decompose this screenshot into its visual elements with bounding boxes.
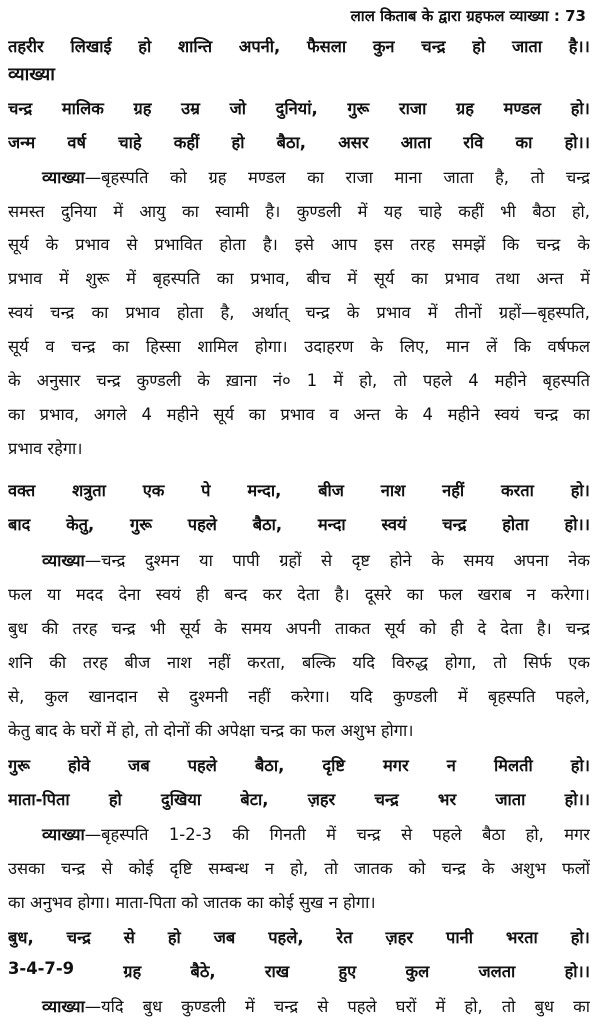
explanation-line: समस्त दुनिया में आयु का स्वामी है। कुण्डली में यह चाहे कहीं भी बैठा हो,	[8, 202, 590, 221]
verse-word: चन्द्र	[442, 515, 467, 534]
verse-word: दृष्टि	[322, 756, 345, 775]
verse-word: न	[446, 756, 456, 775]
verse-word: रवि	[463, 133, 484, 152]
verse-word: भरता	[505, 928, 538, 947]
verse-word: जब	[128, 756, 150, 775]
verse-word: बेटा,	[240, 790, 269, 809]
verse-word: मन्दा,	[247, 481, 282, 500]
verse-word: बाद	[8, 515, 31, 534]
explanation-line: व्याख्या—यदि बुध कुण्डली में चन्द्र से पहले घरों में हो, तो बुध का	[42, 997, 590, 1016]
explanation-line: व्याख्या—चन्द्र दुश्मन या पापी ग्रहों से दृष्ट होने के समय अपना नेक	[42, 551, 590, 570]
verse-word: मन्दा	[317, 515, 346, 534]
verse-line	[8, 478, 590, 501]
verse-word: जाता	[495, 790, 526, 809]
verse-word: तहरीर	[8, 37, 44, 56]
verse-word: नाश	[380, 481, 406, 500]
verse-word: भर	[437, 790, 457, 809]
verse-word: राजा	[398, 99, 427, 118]
explanation-label: व्याख्या	[42, 825, 85, 844]
verse-word: जो	[229, 99, 246, 118]
explanation-line: का प्रभाव, अगले 4 महीने सूर्य का प्रभाव व अन्त के 4 महीने स्वयं चन्द्र का	[8, 405, 590, 424]
verse-line	[8, 96, 590, 119]
verse-word: हो।।	[564, 790, 590, 809]
verse-word: बैठा,	[252, 515, 283, 534]
verse-word: मगर	[382, 756, 409, 775]
verse-word: हुए	[338, 962, 357, 981]
verse-word: चन्द्र	[66, 928, 91, 947]
verse-word: हो।	[570, 928, 590, 947]
verse-word: कुल	[405, 962, 430, 981]
verse-word: स्वयं	[381, 515, 407, 534]
verse-word: हो।।	[564, 962, 590, 981]
section-heading: व्याख्या	[8, 64, 55, 85]
verse-word: ग्रह	[123, 962, 142, 981]
verse-line	[8, 130, 590, 153]
explanation-label: व्याख्या	[42, 551, 85, 570]
verse-word: पहले	[187, 515, 217, 534]
explanation-line: प्रभाव में शुरू में बृहस्पति का प्रभाव, बीच में सूर्य का प्रभाव तथा अन्त में	[8, 269, 590, 288]
verse-word: लिखाई	[70, 37, 112, 56]
verse-line	[8, 959, 590, 982]
verse-word: बैठा,	[254, 756, 285, 775]
verse-word: हो।	[570, 99, 590, 118]
verse-word: ज़हर	[385, 928, 414, 947]
verse-word: जलता	[478, 962, 516, 981]
verse-word: होता	[502, 515, 529, 534]
explanation-line: उसका चन्द्र से कोई दृष्टि सम्बन्ध न हो, तो जातक को चन्द्र के अशुभ फलों	[8, 859, 590, 878]
verse-word: हो।।	[564, 515, 590, 534]
verse-word: मिलती	[493, 756, 533, 775]
verse-word: होवे	[68, 756, 91, 775]
verse-word: शत्रुता	[72, 481, 106, 500]
verse-word: पे	[201, 481, 211, 500]
verse-word: दुनियां,	[275, 99, 318, 118]
verse-word: उम्र	[181, 99, 200, 118]
verse-word: है।।	[568, 37, 590, 56]
verse-word: मालिक	[61, 99, 104, 118]
explanation-label: व्याख्या	[42, 168, 85, 187]
verse-word: आता	[400, 133, 432, 152]
verse-word: शान्ति	[178, 37, 213, 56]
explanation-line: सूर्य के प्रभाव से प्रभावित होता है। इसे आप इस तरह समझें कि चन्द्र के	[8, 235, 590, 254]
explanation-line: के अनुसार चन्द्र कुण्डली के ख़ाना नं० 1 में हो, तो पहले 4 महीने बृहस्पति	[8, 371, 590, 390]
verse-line	[8, 753, 590, 776]
verse-word: एक	[142, 481, 165, 500]
verse-word: गुरू	[130, 515, 153, 534]
verse-word: ग्रह	[133, 99, 152, 118]
verse-word: कुन	[372, 37, 395, 56]
verse-word: चन्द्र	[374, 790, 399, 809]
verse-word: वर्ष	[67, 133, 86, 152]
verse-word: राख	[264, 962, 290, 981]
verse-word: रेत	[336, 928, 353, 947]
verse-word: अपनी,	[238, 37, 281, 56]
verse-word: केतु,	[66, 515, 95, 534]
verse-word: हो।	[570, 481, 590, 500]
running-head: लाल किताब के द्वारा ग्रहफल व्याख्या : 73	[350, 7, 586, 25]
verse-word: गुरू	[347, 99, 370, 118]
verse-line	[8, 34, 590, 57]
verse-word: हो	[472, 37, 486, 56]
explanation-line: से, कुल खानदान से दुश्मनी नहीं करेगा। यदि कुण्डली में बृहस्पति पहले,	[8, 687, 590, 706]
verse-word: करता	[501, 481, 534, 500]
verse-word: जन्म	[8, 133, 36, 152]
verse-word: दुखिया	[161, 790, 202, 809]
explanation-line: शनि की तरह बीज नाश नहीं करता, बल्कि यदि विरुद्ध होगा, तो सिर्फ एक	[8, 653, 590, 672]
explanation-line: स्वयं चन्द्र का प्रभाव होता है, अर्थात् चन्द्र के प्रभाव में तीनों ग्रहों—बृहस्पति,	[8, 303, 590, 322]
verse-word: माता-पिता	[8, 790, 70, 809]
verse-word: 3-4-7-9	[8, 959, 75, 978]
explanation-line: फल या मदद देना स्वयं ही बन्द कर देता है। दूसरे का फल खराब न करेगा।	[8, 585, 590, 604]
verse-word: चन्द्र	[421, 37, 446, 56]
verse-word: जब	[213, 928, 236, 947]
explanation-line: केतु बाद के घरों में हो, तो दोनों की अपेक्षा चन्द्र का फल अशुभ होगा।	[8, 721, 414, 740]
explanation-line: प्रभाव रहेगा।	[8, 439, 83, 458]
verse-word: ज़हर	[307, 790, 336, 809]
verse-word: बीज	[318, 481, 344, 500]
explanation-line: का अनुभव होगा। माता-पिता को जातक का कोई सुख न होगा।	[8, 893, 376, 912]
verse-word: फैसला	[306, 37, 347, 56]
explanation-line: बुध की तरह चन्द्र भी सूर्य के समय अपनी ताकत सूर्य को ही दे देता है। चन्द्र	[8, 619, 590, 638]
verse-word: कहीं	[173, 133, 200, 152]
verse-word: से	[123, 928, 135, 947]
verse-word: बुध,	[8, 928, 34, 947]
explanation-line: व्याख्या—बृहस्पति 1-2-3 की गिनती में चन्द्र से पहले बैठा हो, मगर	[42, 825, 590, 844]
verse-word: बैठे,	[190, 962, 216, 981]
verse-word: हो।	[570, 756, 590, 775]
verse-word: पहले	[187, 756, 217, 775]
verse-word: हो	[167, 928, 181, 947]
verse-line	[8, 512, 590, 535]
verse-word: पानी	[446, 928, 473, 947]
verse-word: मण्डल	[503, 99, 542, 118]
verse-word: चाहे	[118, 133, 142, 152]
explanation-line: व्याख्या—बृहस्पति को ग्रह मण्डल का राजा माना जाता है, तो चन्द्र	[42, 168, 590, 187]
verse-word: हो।।	[564, 133, 590, 152]
verse-word: वक्त	[8, 481, 36, 500]
verse-word: गुरू	[8, 756, 30, 775]
verse-word: पहले,	[268, 928, 304, 947]
verse-word: चन्द्र	[8, 99, 33, 118]
verse-word: हो	[231, 133, 245, 152]
verse-word: बैठा,	[276, 133, 307, 152]
verse-word: असर	[338, 133, 369, 152]
verse-word: नहीं	[442, 481, 465, 500]
verse-line	[8, 787, 590, 810]
verse-word: ग्रह	[455, 99, 474, 118]
verse-word: का	[515, 133, 533, 152]
verse-line	[8, 925, 590, 948]
verse-word: जाता	[511, 37, 542, 56]
explanation-line: सूर्य व चन्द्र का हिस्सा शामिल होगा। उदाहरण के लिए, मान लें कि वर्षफल	[8, 337, 590, 356]
verse-word: हो	[108, 790, 122, 809]
verse-word: हो	[138, 37, 152, 56]
explanation-label: व्याख्या	[42, 997, 85, 1016]
